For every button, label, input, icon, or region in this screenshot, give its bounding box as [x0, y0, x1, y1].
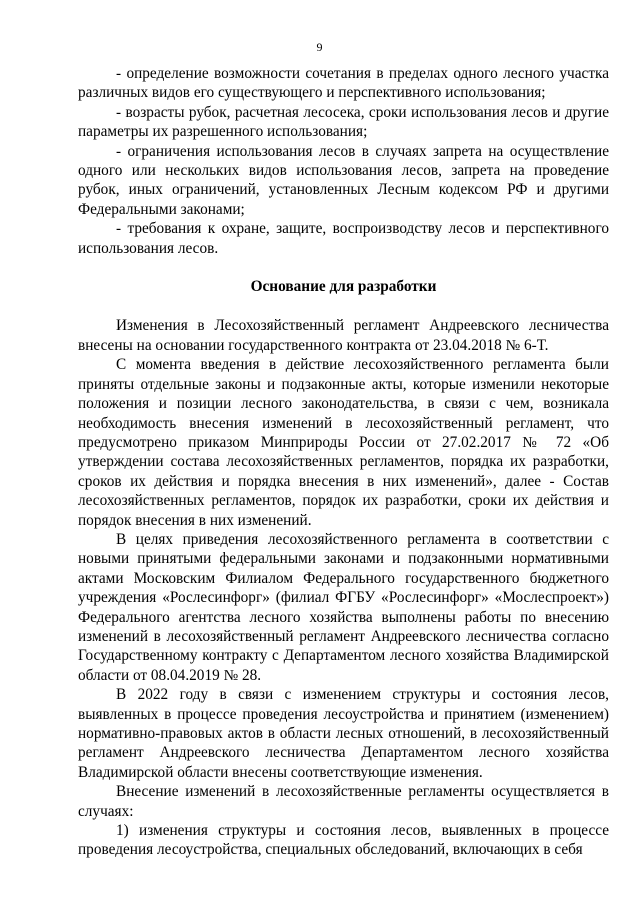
- paragraph: 1) изменения структуры и состояния лесов, выявленных в процессе проведения лесоустройства, специальных обследований, включающих в себя: [78, 822, 609, 859]
- spacer: [78, 296, 609, 316]
- section-heading: Основание для разработки: [250, 278, 437, 296]
- paragraph: Изменения в Лесохозяйственный регламент Андреевского лесничества внесены на основании государственного контракта от 23.04.2018 № 6-Т.: [78, 317, 609, 354]
- list-item: - определение возможности сочетания в пределах одного лесного участка различных видов его существующего и перспективного использования;: [78, 65, 609, 102]
- spacer: [78, 258, 609, 277]
- list-item: - возрасты рубок, расчетная лесосека, сроки использования лесов и другие параметры их разрешенного использования;: [78, 103, 609, 141]
- paragraph: С момента введения в действие лесохозяйственного регламента были приняты отдельные законы и подзаконные акты, которые изменили некоторые положения и позиции лесного законодательства, в связи с чем, возникала необходимость внесения изменений в лесохозяйственный регламент, что предусмотрено приказом Минприроды России от 27.02.2017 № 72 «Об утверждении состава лесохозяйственных регламентов, порядка их разработки, сроков их действия и порядка внесения в них изменений», далее - Состав лесохозяйственных регламентов, порядок их разработки, сроки их действия и порядок внесения в них изменений.: [78, 356, 609, 529]
- document-body: [78, 64, 609, 860]
- paragraph: В 2022 году в связи с изменением структуры и состояния лесов, выявленных в процессе проведения лесоустройства и принятием (изменением) нормативно-правовых актов в области лесных отношений, в лесохозяйственный регламент Андреевского лесничества Департаментом лесного хозяйства Владимирской области внесены соответствующие изменения.: [78, 686, 609, 781]
- paragraph: Внесение изменений в лесохозяйственные регламенты осуществляется в случаях:: [78, 783, 609, 820]
- list-item: - требования к охране, защите, воспроизводству лесов и перспективного использования лесов.: [78, 220, 609, 257]
- paragraph: В целях приведения лесохозяйственного регламента в соответствии с новыми принятыми федеральными законами и подзаконными нормативными актами Московским Филиалом Федерального государственного бюджетного учреждения «Рослесинфорг» (филиал ФГБУ «Рослесинфорг» «Мослеспроект») Федерального агентства лесного хозяйства выполнены работы по внесению изменений в лесохозяйственный регламент Андреевского лесничества согласно Государственному контракту с Департаментом лесного хозяйства Владимирской области от 08.04.2019 № 28.: [78, 530, 609, 684]
- list-item: - ограничения использования лесов в случаях запрета на осуществление одного или нескольких видов использования лесов, запрета на проведение рубок, иных ограничений, установленных Лесным кодексом РФ и другими Федеральными законами;: [78, 142, 609, 218]
- page-number: 9: [316, 40, 323, 54]
